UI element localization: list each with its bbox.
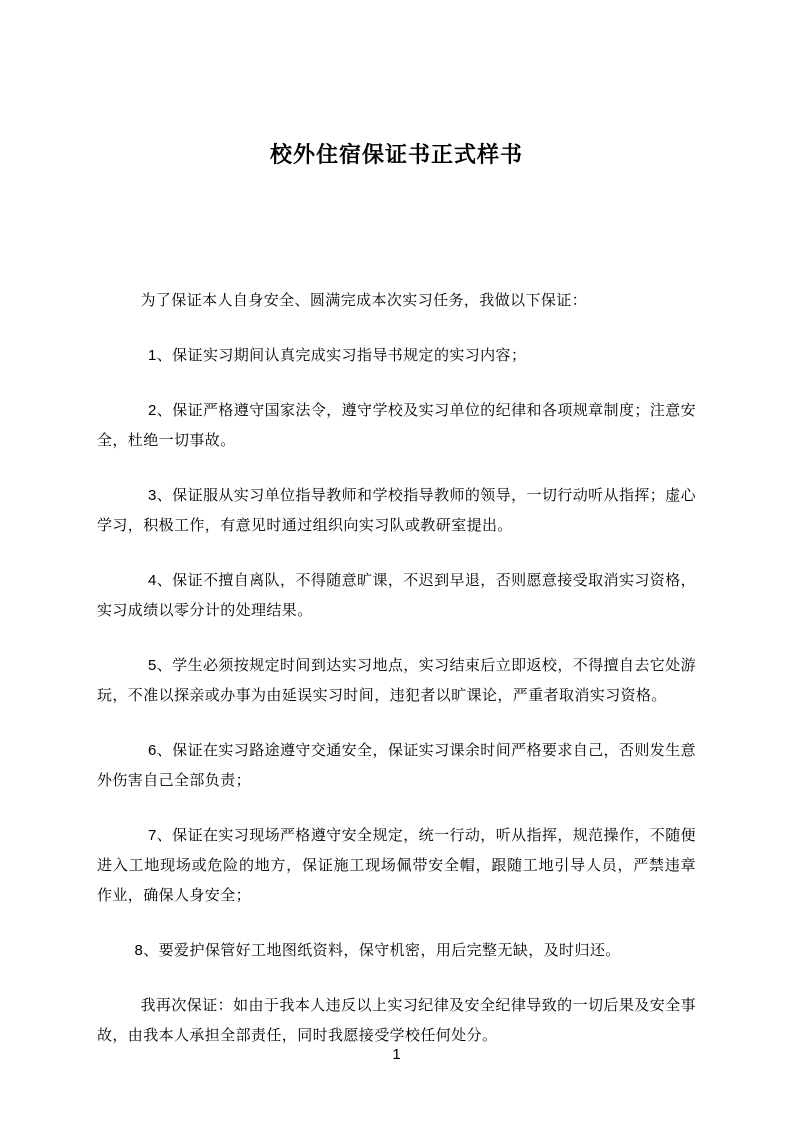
closing-paragraph: 我再次保证：如由于我本人违反以上实习纪律及安全纪律导致的一切后果及安全事故，由我本人承担全部责任，同时我愿接受学校任何处分。: [97, 997, 696, 1044]
list-item-6: 6、保证在实习路途遵守交通安全，保证实习课余时间严格要求自己，否则发生意外伤害自己全部负责；: [97, 742, 696, 789]
list-item-8: 8、要爱护保管好工地图纸资料，保守机密，用后完整无缺，及时归还。: [134, 942, 621, 959]
list-item-5: 5、学生必须按规定时间到达实习地点，实习结束后立即返校，不得擅自去它处游玩，不准以探亲或办事为由延误实习时间，违犯者以旷课论，严重者取消实习资格。: [97, 657, 696, 704]
list-item-2: 2、保证严格遵守国家法令，遵守学校及实习单位的纪律和各项规章制度；注意安全，杜绝一切事故。: [97, 402, 696, 449]
list-item-7: 7、保证在实习现场严格遵守安全规定，统一行动，听从指挥，规范操作，不随便进入工地现场或危险的地方，保证施工现场佩带安全帽，跟随工地引导人员，严禁违章作业，确保人身安全；: [97, 827, 696, 904]
intro-paragraph: 为了保证本人自身安全、圆满完成本次实习任务，我做以下保证：: [140, 292, 588, 309]
document-title: 校外住宿保证书正式样书: [269, 142, 523, 167]
list-item-3: 3、保证服从实习单位指导教师和学校指导教师的领导，一切行动听从指挥；虚心学习，积极工作，有意见时通过组织向实习队或教研室提出。: [97, 487, 696, 534]
page-number: 1: [392, 1046, 401, 1063]
list-item-4: 4、保证不擅自离队，不得随意旷课，不迟到早退，否则愿意接受取消实习资格，实习成绩以零分计的处理结果。: [97, 572, 696, 619]
list-item-1: 1、保证实习期间认真完成实习指导书规定的实习内容；: [148, 347, 527, 364]
